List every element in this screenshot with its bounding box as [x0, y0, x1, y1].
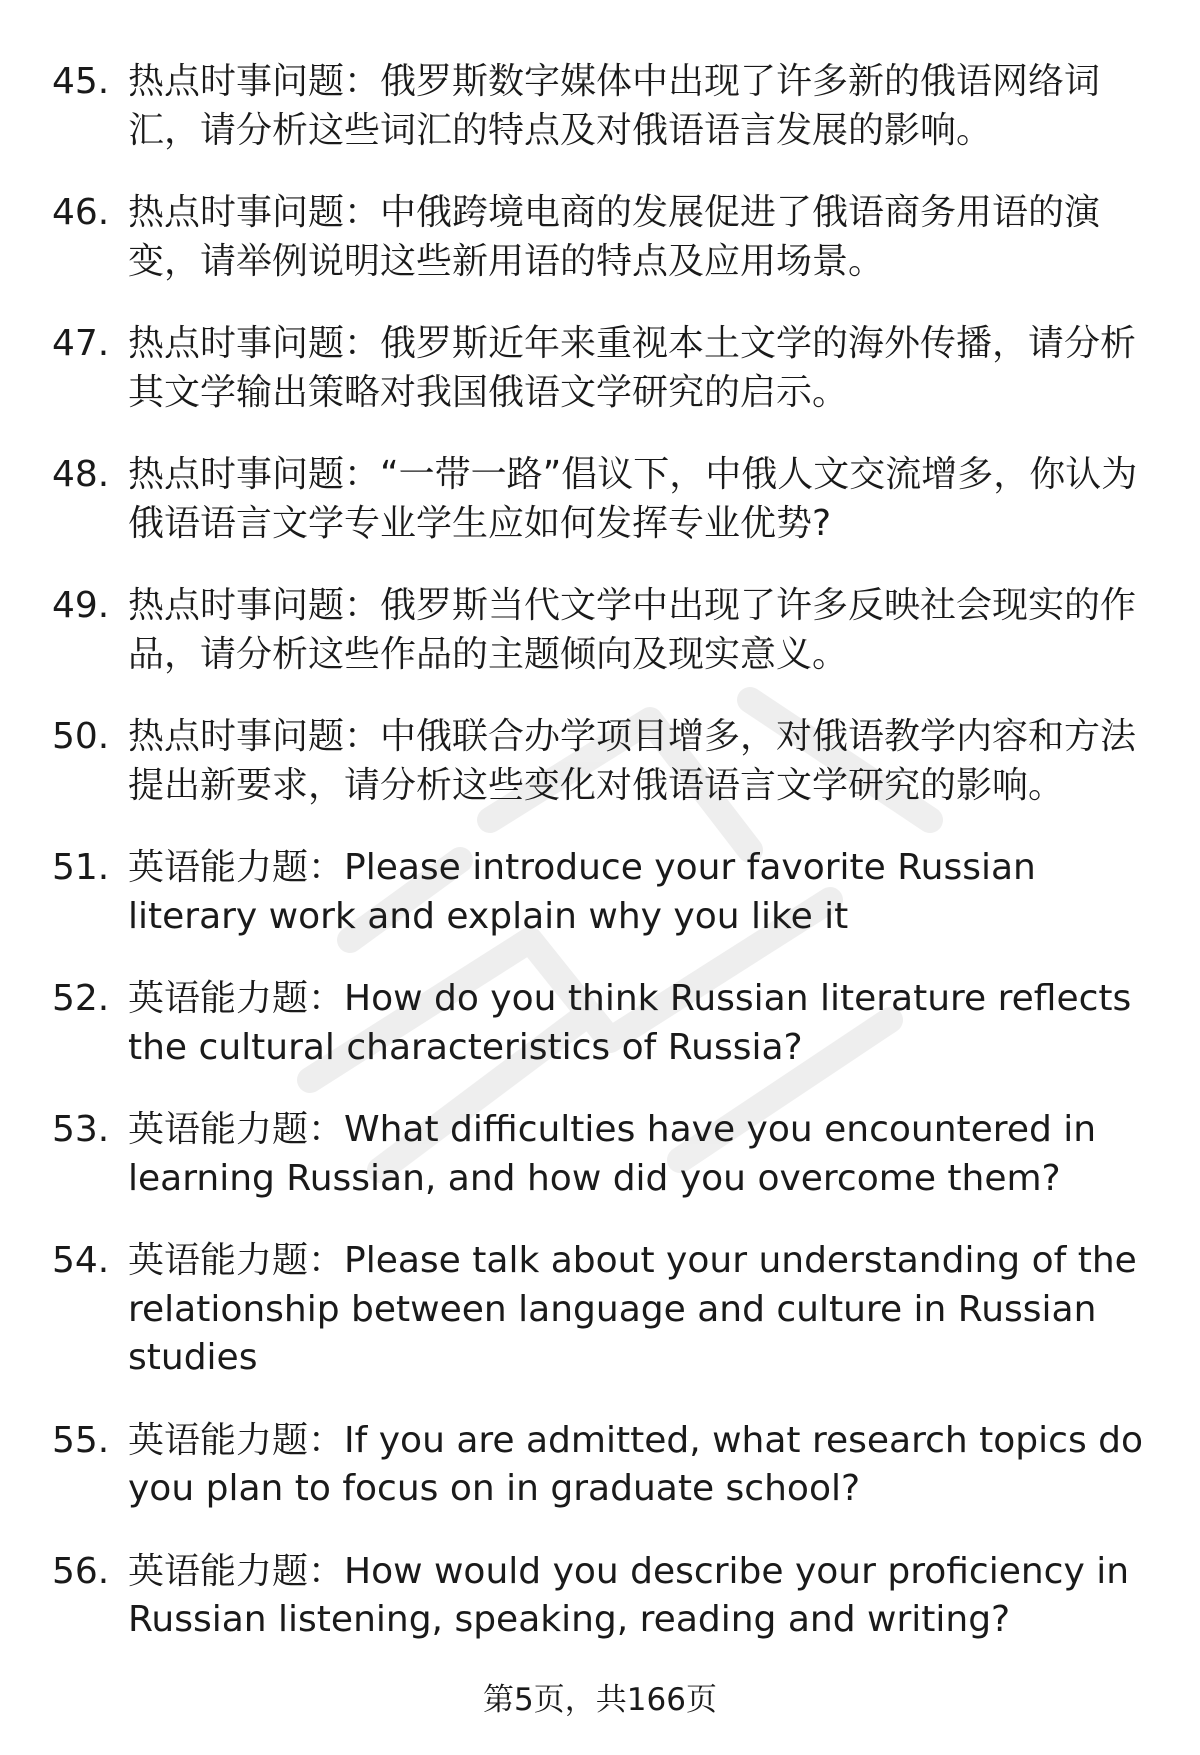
question-item — [0, 1417, 1200, 1514]
question-text: 英语能力题：How would you describe your proficiency in Russian listening, speaking, reading and writing? — [128, 1550, 1130, 1640]
question-list — [0, 58, 1200, 1679]
question-item — [0, 844, 1200, 941]
question-text: 英语能力题：How do you think Russian literature reflects the cultural characteristics of Russia? — [128, 978, 1132, 1068]
question-number: 56. — [52, 1550, 110, 1592]
question-item — [0, 451, 1200, 548]
question-number: 45. — [52, 61, 110, 102]
question-number: 52. — [52, 978, 110, 1019]
question-text: 英语能力题：What difficulties have you encountered in learning Russian, and how did you overcome them? — [128, 1109, 1097, 1199]
question-number: 48. — [52, 454, 110, 495]
question-text: 热点时事问题：中俄联合办学项目增多，对俄语教学内容和方法提出新要求，请分析这些变化对俄语语言文学研究的影响。 — [128, 716, 1137, 806]
question-number: 50. — [52, 716, 110, 757]
question-item — [0, 320, 1200, 417]
question-number: 51. — [52, 847, 110, 888]
page-footer — [0, 1680, 1200, 1720]
question-number: 53. — [52, 1109, 110, 1150]
question-item — [0, 1548, 1200, 1645]
question-item — [0, 582, 1200, 679]
question-item — [0, 189, 1200, 286]
question-text: 热点时事问题：俄罗斯当代文学中出现了许多反映社会现实的作品，请分析这些作品的主题倾向及现实意义。 — [128, 585, 1137, 675]
question-number: 49. — [52, 585, 110, 626]
question-item — [0, 975, 1200, 1072]
question-text: 英语能力题：Please introduce your favorite Russian literary work and explain why you like it — [128, 847, 1036, 937]
question-number: 47. — [52, 323, 110, 364]
question-text: 英语能力题：Please talk about your understanding of the relationship between language and culture in Russian studies — [128, 1240, 1137, 1378]
question-text: 热点时事问题：“一带一路”倡议下，中俄人文交流增多，你认为俄语语言文学专业学生应如何发挥专业优势? — [128, 454, 1138, 544]
question-number: 54. — [52, 1240, 110, 1281]
question-item — [0, 713, 1200, 810]
question-text: 热点时事问题：中俄跨境电商的发展促进了俄语商务用语的演变，请举例说明这些新用语的特点及应用场景。 — [128, 192, 1101, 282]
question-text: 热点时事问题：俄罗斯数字媒体中出现了许多新的俄语网络词汇，请分析这些词汇的特点及对俄语语言发展的影响。 — [128, 61, 1101, 151]
question-number: 46. — [52, 192, 110, 233]
question-text: 热点时事问题：俄罗斯近年来重视本土文学的海外传播，请分析其文学输出策略对我国俄语文学研究的启示。 — [128, 323, 1137, 413]
page-number-label: 第5页，共166页 — [483, 1682, 717, 1718]
question-item — [0, 58, 1200, 155]
question-item — [0, 1237, 1200, 1383]
question-number: 55. — [52, 1419, 110, 1461]
question-item — [0, 1106, 1200, 1203]
question-text: 英语能力题：If you are admitted, what research topics do you plan to focus on in graduate school? — [128, 1419, 1144, 1509]
